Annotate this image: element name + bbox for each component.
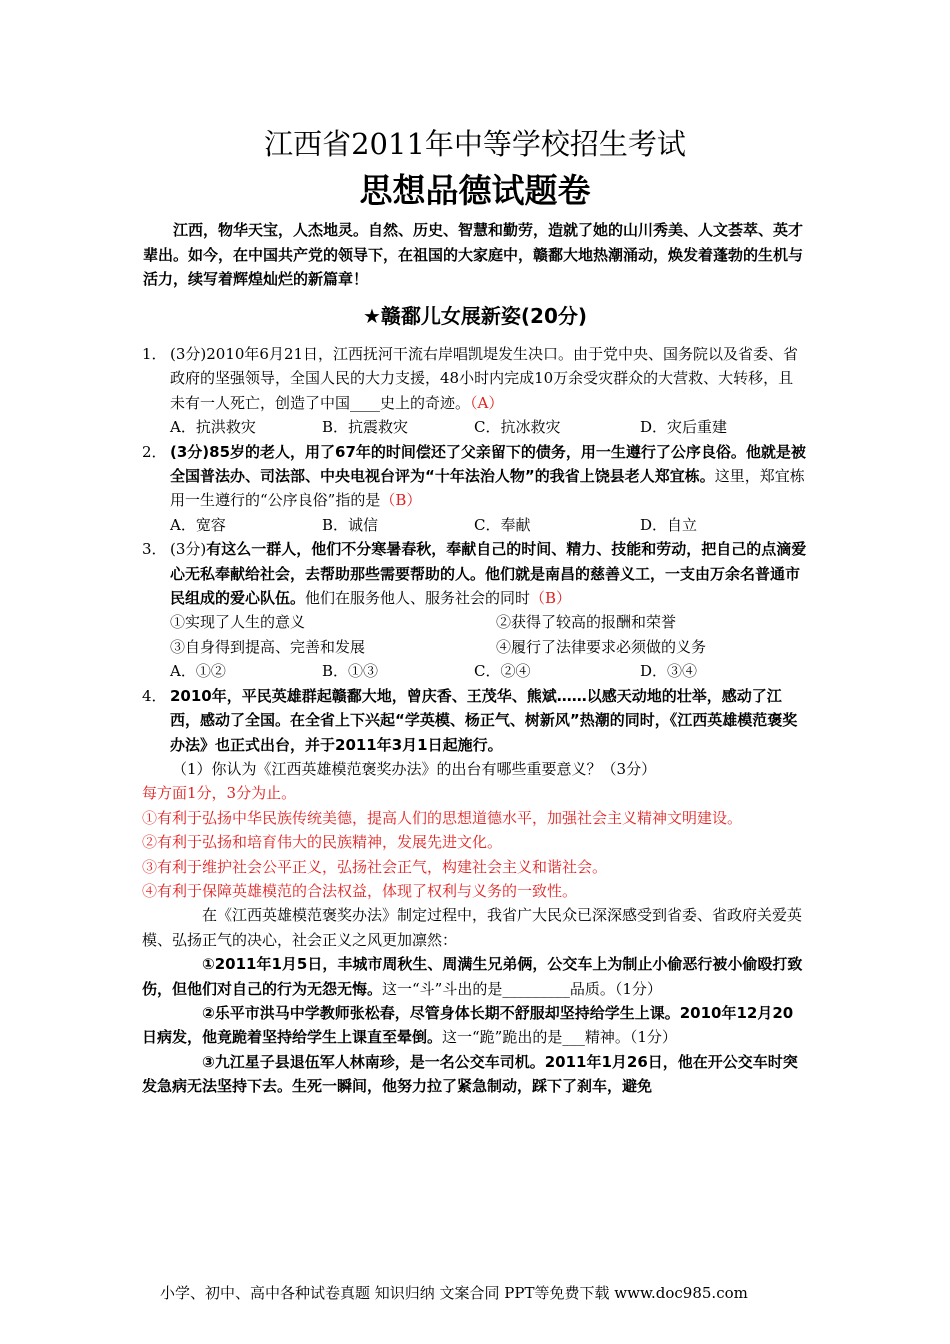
question-number: 2． — [142, 442, 167, 461]
question-number: 3． — [142, 540, 167, 559]
option-a: A．①② — [170, 662, 226, 681]
question-1 — [142, 342, 808, 415]
question-number: 4． — [142, 686, 167, 705]
question-text — [170, 342, 808, 415]
option-a: A．宽容 — [170, 515, 226, 534]
options-row — [142, 659, 808, 683]
section-title: ★赣鄱儿女展新姿(20分) — [362, 304, 588, 328]
option-a: A．抗洪救灾 — [170, 418, 256, 437]
context-paragraph: 在《江西英雄模范褒奖办法》制定过程中，我省广大民众已深深感受到省委、省政府关爱英模、弘扬正气的决心，社会正义之风更加凛然： — [142, 906, 803, 949]
question-text — [170, 537, 808, 610]
question-4 — [142, 684, 808, 757]
sub-question-text: （1）你认为《江西英雄模范褒奖办法》的出台有哪些重要意义？（3分） — [172, 759, 657, 778]
question-number: 1． — [142, 345, 167, 363]
question-stem-bold: (3分)85岁的老人，用了67年的时间偿还了父亲留下的债务，用一生遵行了公序良俗。他就是被全国普法办、司法部、中央电视台评为“十年法治人物”的我省上饶县老人郑宜栋。 — [170, 442, 806, 486]
page-footer: 小学、初中、高中各种试卷真题 知识归纳 文案合同 PPT等免费下载 www.doc985.com — [160, 1284, 748, 1302]
question-stem: (3分)2010年6月21日，江西抚河干流右岸唱凯堤发生决口。由于党中央、国务院以及省委、省政府的坚强领导，全国人民的大力支援，48小时内完成10万余受灾群众的大营救、大转移，且未有一人死亡，创造了中国____史上的奇迹。 — [170, 345, 799, 412]
question-text — [170, 440, 808, 513]
case-question: 这一“跪”跪出的是___精神。（1分） — [442, 1028, 677, 1047]
statement-1: ①实现了人生的意义 — [170, 613, 306, 632]
option-b: B．抗震救灾 — [322, 418, 409, 437]
exam-subtitle: 思想品德试题卷 — [359, 171, 591, 210]
options-row — [142, 415, 808, 439]
case-text-bold: ②乐平市洪马中学教师张松春，尽管身体长期不舒服却坚持给学生上课。2010年12月20日病发，他竟跪着坚持给学生上课直至晕倒。 — [142, 1003, 794, 1047]
question-2 — [142, 440, 808, 513]
answer-scoring: 每方面1分，3分为止。 — [142, 784, 297, 803]
answer-point-4: ④有利于保障英雄模范的合法权益，体现了权利与义务的一致性。 — [142, 881, 578, 900]
option-c: C．抗冰救灾 — [474, 418, 561, 437]
answer-point-2: ②有利于弘扬和培育伟大的民族精神，发展先进文化。 — [142, 833, 503, 852]
option-b: B．①③ — [322, 662, 379, 681]
question-stem: 这里，郑宜栋用一生遵行的“公序良俗”指的是 — [170, 467, 805, 510]
case-item-1 — [142, 952, 808, 1001]
case-question: 这一“斗”斗出的是_________品质。（1分） — [382, 979, 662, 998]
sub-question-1 — [142, 757, 808, 781]
statement-4: ④履行了法律要求必须做的义务 — [496, 637, 707, 656]
option-b: B．诚信 — [322, 515, 379, 534]
option-d: D．③④ — [640, 662, 698, 681]
answer-mark: （B） — [530, 589, 572, 608]
case-text-bold: ③九江星子县退伍军人林南珍，是一名公交车司机。2011年1月26日，他在开公交车时突发急病无法坚持下去。生死一瞬间，他努力拉了紧急制动，踩下了刹车，避免 — [142, 1052, 798, 1096]
statements-row — [142, 635, 808, 659]
questions-body — [142, 342, 808, 1099]
option-d: D．自立 — [640, 515, 698, 534]
case-item-3 — [142, 1050, 808, 1099]
intro-paragraph: 江西，物华天宝，人杰地灵。自然、历史、智慧和勤劳，造就了她的山川秀美、人文荟萃、英才辈出。如今，在中国共产党的领导下，在祖国的大家庭中，赣鄱大地热潮涌动，焕发着蓬勃的生机与活力，续写着辉煌灿烂的新篇章！ — [143, 221, 804, 288]
option-c: C．奉献 — [474, 515, 531, 534]
question-stem-bold: 有这么一群人，他们不分寒暑春秋，奉献自己的时间、精力、技能和劳动，把自己的点滴爱心无私奉献给社会，去帮助那些需要帮助的人。他们就是南昌的慈善义工，一支由万余名普通市民组成的爱心队伍。 — [170, 540, 807, 608]
option-d: D．灾后重建 — [640, 418, 728, 437]
answer-point-3: ③有利于维护社会公平正义，弘扬社会正气，构建社会主义和谐社会。 — [142, 857, 608, 876]
answer-mark: （B） — [380, 491, 422, 510]
options-row — [142, 513, 808, 537]
question-stem-bold: 2010年，平民英雄群起赣鄱大地，曾庆香、王茂华、熊斌……以感天动地的壮举，感动了江西，感动了全国。在全省上下兴起“学英模、杨正气、树新风”热潮的同时，《江西英雄模范褒奖办法》也正式出台，并于2011年3月1日起施行。 — [170, 686, 798, 754]
statement-2: ②获得了较高的报酬和荣誉 — [496, 613, 677, 632]
exam-title: 江西省2011年中等学校招生考试 — [264, 127, 686, 161]
option-c: C．②④ — [474, 662, 531, 681]
question-score: (3分) — [170, 540, 207, 559]
case-item-2 — [142, 1001, 808, 1050]
statement-3: ③自身得到提高、完善和发展 — [170, 637, 366, 656]
answer-point-1: ①有利于弘扬中华民族传统美德，提高人们的思想道德水平，加强社会主义精神文明建设。 — [142, 808, 743, 827]
question-3 — [142, 537, 808, 610]
case-text-bold: ①2011年1月5日，丰城市周秋生、周满生兄弟俩，公交车上为制止小偷恶行被小偷殴打致伤，但他们对自己的行为无怨无悔。 — [142, 955, 803, 998]
answer-mark: （A） — [470, 393, 504, 412]
statements-row — [142, 610, 808, 634]
question-stem: 他们在服务他人、服务社会的同时 — [305, 589, 531, 608]
